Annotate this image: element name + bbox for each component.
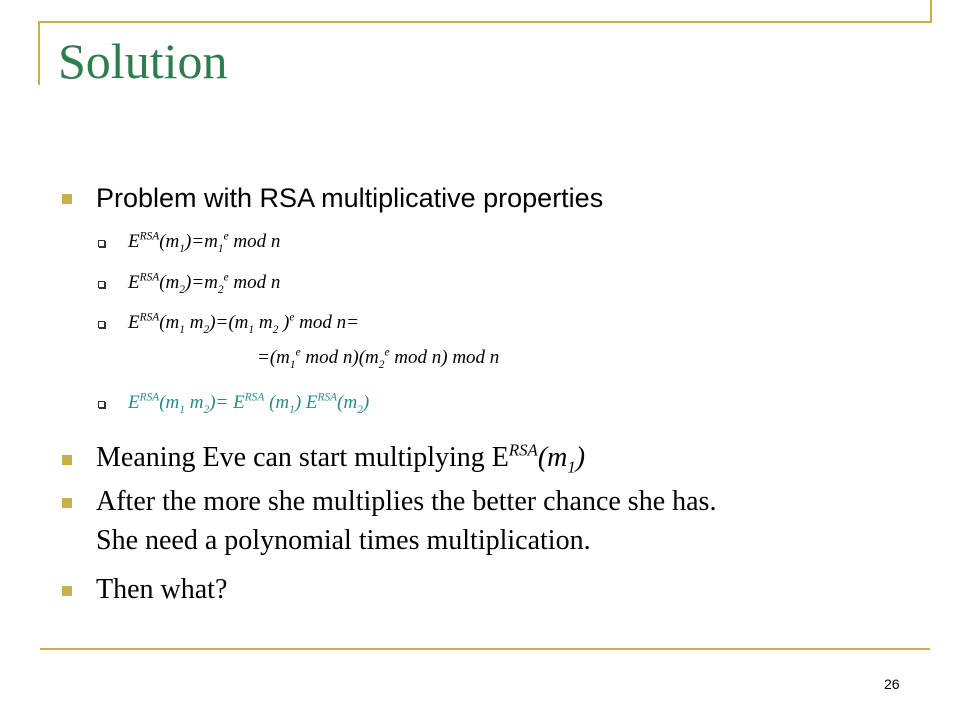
frame-bottom-line: [40, 648, 930, 650]
subbullet-formula-m2: $E^{RSA}(m_2)=m_2^e$ mod n: [128, 271, 281, 296]
subbullet-marker: [98, 401, 105, 408]
bullet-after-line1: After the more she multiplies the better chance she has.: [96, 486, 717, 517]
bullet-marker: [62, 498, 72, 508]
subbullet-marker: [98, 240, 105, 247]
page-number: 26: [884, 676, 900, 692]
frame-top-line: [38, 21, 932, 23]
bullet-meaning-text: Meaning Eve can start multiplying $E^{RSA}(m_1)$: [96, 440, 586, 477]
bullet-problem-text: Problem with RSA multiplicative properties: [96, 183, 604, 213]
bullet-then-what: Then what?: [96, 574, 228, 605]
subbullet-formula-homomorphic: $E^{RSA}(m_1$ $m_2)= E^{RSA}$ $(m_1)$ $E^{RSA}(m_2)$: [128, 391, 370, 416]
bullet-marker: [62, 455, 72, 465]
subbullet-formula-product: $E^{RSA}(m_1$ $m_2)=(m_1$ $m_2$ )$^e$ mod n=: [128, 311, 359, 336]
subbullet-formula-continuation: $=(m_1^e$ mod $n)(m_2^e$ mod n) mod n: [257, 346, 500, 371]
subbullet-formula-m1: $E^{RSA}(m_1)=m_1^e$ mod n: [128, 230, 281, 255]
frame-left-line: [38, 21, 40, 85]
frame-right-line: [930, 0, 932, 23]
bullet-after-line2: She need a polynomial times multiplication.: [96, 525, 591, 556]
bullet-marker: [62, 194, 72, 204]
slide-title: Solution: [58, 33, 228, 89]
bullet-marker: [62, 586, 72, 596]
subbullet-marker: [98, 321, 105, 328]
subbullet-marker: [98, 281, 105, 288]
